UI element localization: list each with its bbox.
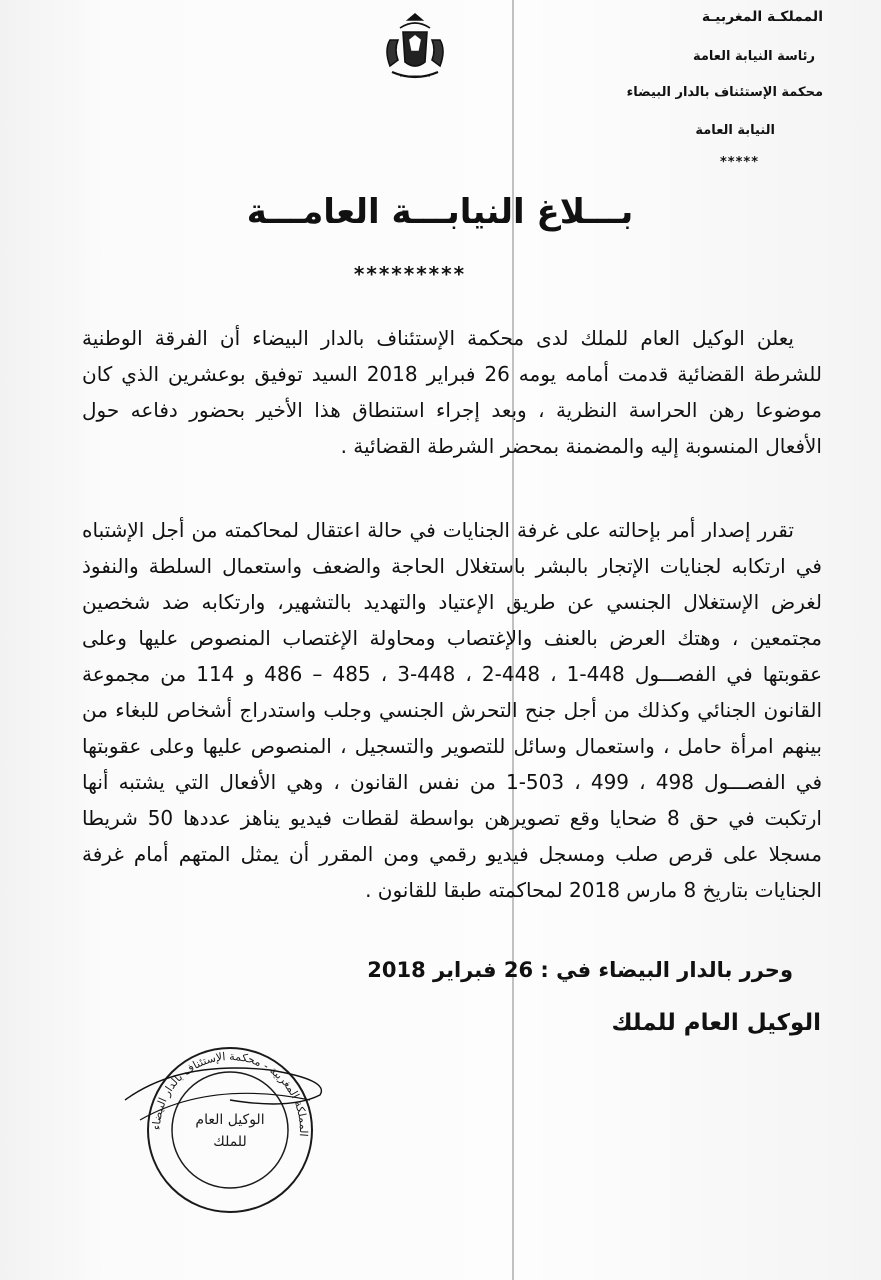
header-kingdom: المملكـة المغربيـة xyxy=(701,9,823,25)
royal-emblem-icon xyxy=(370,10,460,90)
header-dots: ***** xyxy=(720,155,759,170)
date-line: وحرر بالدار البيضاء في : 26 فبراير 2018 xyxy=(367,958,793,982)
stamp-outer-text: المملكة المغربية - محكمة الإستئناف بالدار البيضاء xyxy=(149,1049,311,1138)
page-title: بـــلاغ النيابـــة العامـــة xyxy=(246,192,634,232)
paragraph-1: يعلن الوكيل العام للملك لدى محكمة الإستئناف بالدار البيضاء أن الفرقة الوطنية للشرطة القضائية قدمت أمامه يومه 26 فبراير 2018 السيد توفيق بوعشرين الذي كان موضوعا رهن الحراسة النظرية ، وبعد إجراء استنطاق هذا الأخير بحضور دفاعه حول الأفعال المنسوبة إليه والمضمنة بمحضر الشرطة القضائية . xyxy=(82,326,823,458)
stamp-inner-line-1: الوكيل العام xyxy=(195,1112,265,1128)
header-presidency: رئاسة النيابة العامة xyxy=(692,49,815,64)
stamp-inner-line-2: للملك xyxy=(213,1134,247,1150)
title-separator: ********* xyxy=(353,262,467,286)
signer-title: الوكيل العام للملك xyxy=(611,1010,821,1036)
paragraph-2: تقرر إصدار أمر بإحالته على غرفة الجنايات في حالة اعتقال لمحاكمته من أجل الإشتباه في ارتكابه لجنايات الإتجار بالبشر باستغلال الحاجة والضعف واستعمال السلطة والنفوذ لغرض الإستغلال الجنسي عن طريق الإعتياد والتهديد بالتشهير، وارتكابه ضد شخصين مجتمعين ، وهتك العرض بالعنف والإغتصاب ومحاولة الإغتصاب المنصوص عليها وعلى عقوبتها في الفصـــول 448-1 ، 448-2 ، 448-3 ، 485 – 486 و 114 من مجموعة القانون الجنائي وكذلك من أجل جنح التحرش الجنسي وجلب واستدراج أشخاص للبغاء من بينهم امرأة حامل ، واستعمال وسائل للتصوير والتسجيل ، المنصوص عليها وعلى عقوبتها في الفصـــول 498 ، 499 ، 503-1 من نفس القانون ، وهي الأفعال التي يشتبه أنها ارتكبت في حق 8 ضحايا وقع تصويرهن بواسطة لقطات فيديو يناهز عددها 50 شريطا مسجلا على قرص صلب ومسجل فيديو رقمي ومن المقرر أن يمثل المتهم أمام غرفة الجنايات بتاريخ 8 مارس 2018 لمحاكمته طبقا للقانون . xyxy=(82,518,823,902)
header-public-prosecution: النيابة العامة xyxy=(695,123,775,138)
header-court: محكمة الإستئناف بالدار البيضاء xyxy=(626,85,823,100)
official-stamp xyxy=(120,1040,340,1220)
